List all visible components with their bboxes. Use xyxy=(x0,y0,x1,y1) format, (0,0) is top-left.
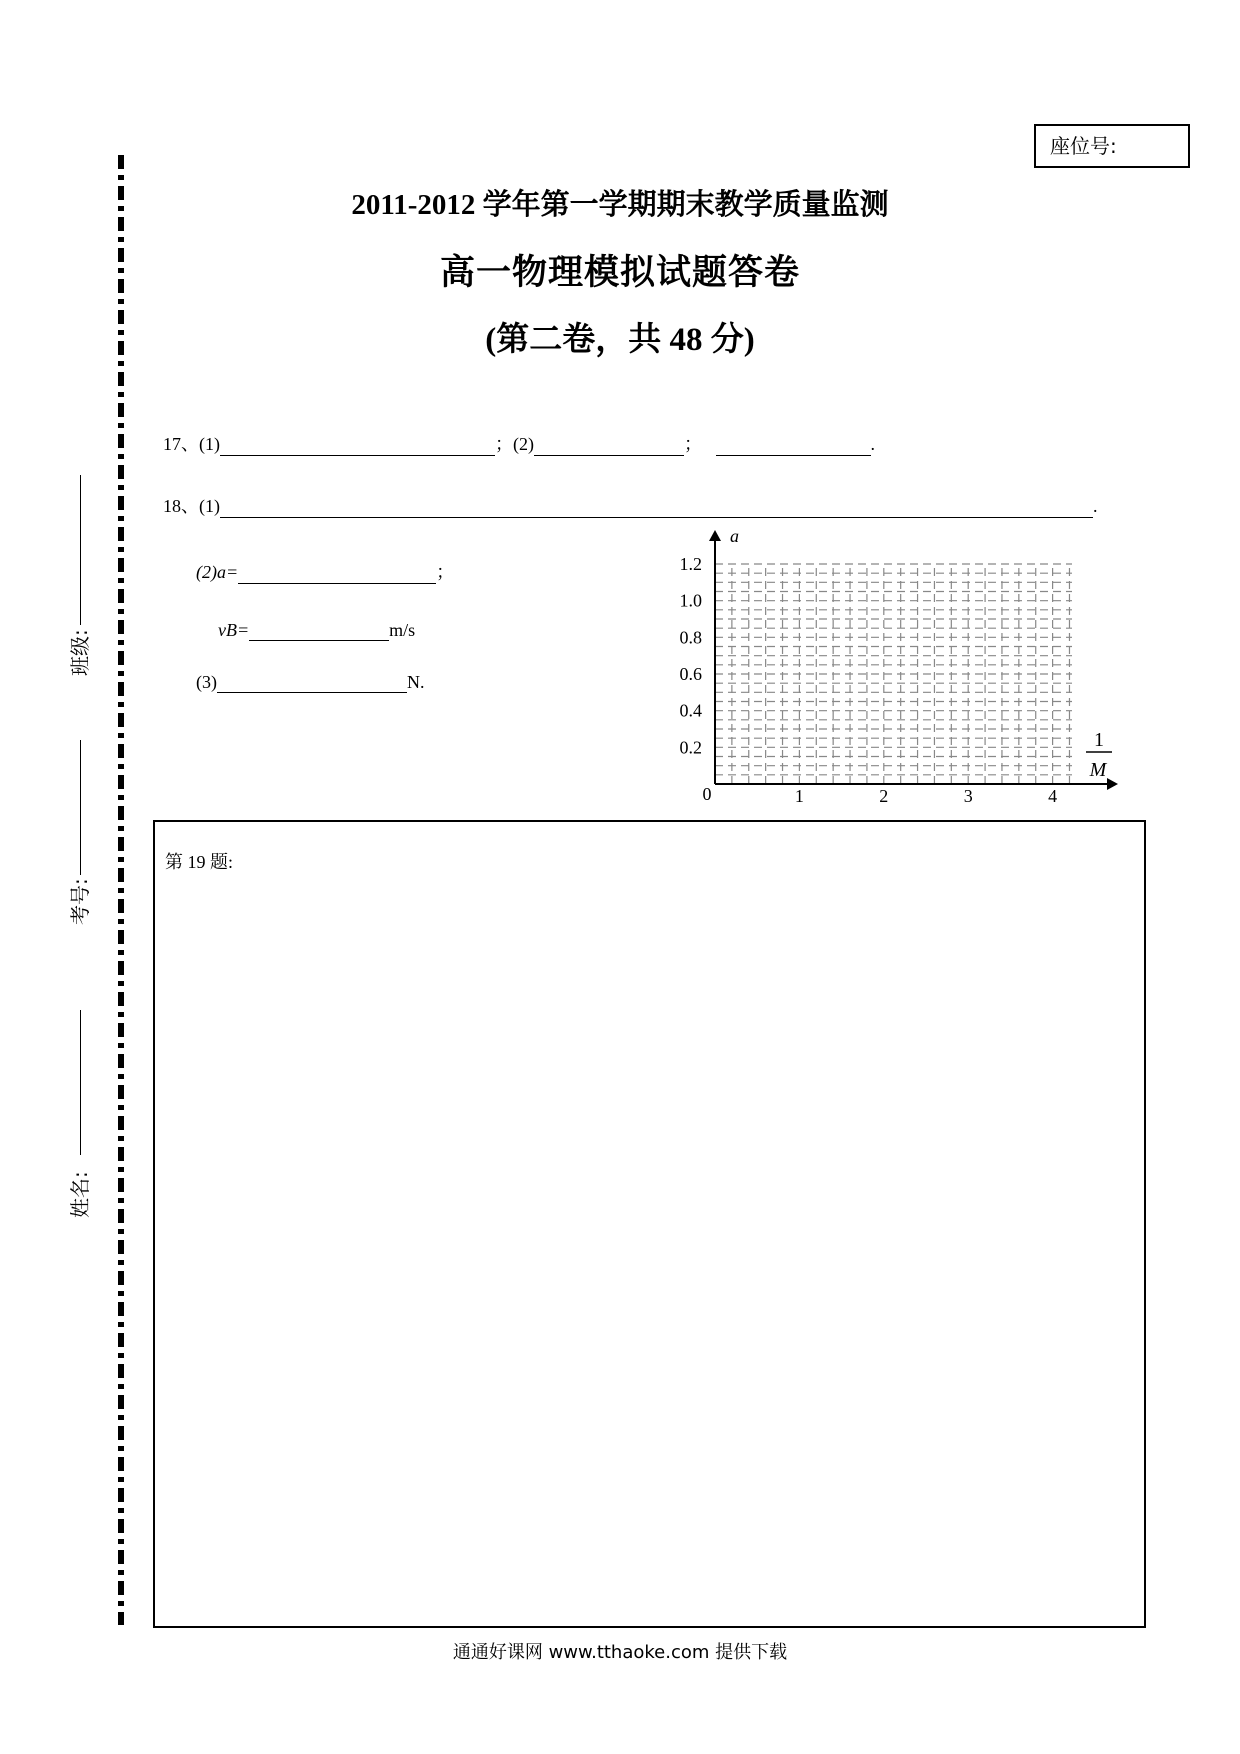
q18-a-blank[interactable] xyxy=(238,563,436,584)
x-tick-labels xyxy=(795,786,1057,806)
x-tick-label: 1 xyxy=(794,786,804,806)
q17-sep1: ； xyxy=(495,434,513,454)
paper-title: 高一物理模拟试题答卷 xyxy=(439,253,800,292)
y-axis-arrow xyxy=(709,530,721,541)
q18-vb-unit: m/s xyxy=(389,620,416,640)
q19-label: 第 19 题: xyxy=(165,852,234,872)
name-label: 姓名: xyxy=(68,1171,92,1218)
y-tick-label: 0.6 xyxy=(679,664,702,684)
q18-part3-label: (3) xyxy=(196,672,217,692)
q17-sep2: ； xyxy=(684,434,702,454)
chart-grid xyxy=(715,564,1072,784)
q18-end: . xyxy=(1093,496,1098,516)
q19-answer-box[interactable] xyxy=(153,820,1146,1628)
chart-axes xyxy=(709,530,1118,790)
exam-number-field[interactable] xyxy=(80,740,81,875)
x-axis-arrow xyxy=(1107,778,1118,790)
q17-part2-blank-a[interactable] xyxy=(534,435,684,456)
seat-number-label: 座位号: xyxy=(1050,134,1117,158)
y-tick-label: 1.0 xyxy=(679,590,702,611)
q18-part3 xyxy=(196,672,425,693)
q17-end: . xyxy=(870,434,875,454)
x-tick-label: 3 xyxy=(963,786,973,806)
x-tick-label: 2 xyxy=(879,786,889,806)
seat-number-box xyxy=(1034,124,1190,168)
paper-subtitle: (第二卷，共 48 分) xyxy=(485,322,755,358)
footer-text: 通通好课网 www.tthaoke.com 提供下载 xyxy=(452,1642,788,1663)
q17-part1-blank[interactable] xyxy=(220,435,495,456)
name-field[interactable] xyxy=(80,1010,81,1155)
y-tick-label: 0.2 xyxy=(679,737,702,758)
q18-part1-blank[interactable] xyxy=(220,497,1093,518)
x-axis-label-numerator: 1 xyxy=(1094,729,1104,751)
exam-number-label: 考号: xyxy=(68,878,92,925)
q18-vb-label: vB= xyxy=(218,620,250,640)
class-label: 班级: xyxy=(68,629,92,676)
q18-number: 18、 xyxy=(163,496,199,516)
y-tick-label: 0.4 xyxy=(679,700,702,721)
question-18 xyxy=(163,492,1098,518)
q18-a-label: (2)a= xyxy=(196,562,239,582)
x-axis-label-denominator: M xyxy=(1089,759,1107,781)
q18-a-end: ； xyxy=(436,562,455,582)
q18-part3-blank[interactable] xyxy=(217,672,407,693)
y-tick-labels xyxy=(680,554,703,757)
class-field[interactable] xyxy=(80,475,81,625)
x-tick-label: 4 xyxy=(1048,786,1058,806)
q18-part3-unit: N. xyxy=(407,672,425,692)
q17-part2-blank-b[interactable] xyxy=(716,435,871,456)
q17-part2-label: (2) xyxy=(513,434,534,454)
a-vs-inverse-mass-chart xyxy=(660,528,1120,818)
q17-number: 17、 xyxy=(163,434,199,454)
y-tick-label: 0.8 xyxy=(679,627,702,648)
question-17 xyxy=(163,430,875,456)
q18-part1-label: (1) xyxy=(199,496,220,516)
origin-label: 0 xyxy=(702,784,712,804)
binding-line xyxy=(118,155,124,1625)
y-axis-label: a xyxy=(730,528,739,546)
q18-part2-vb xyxy=(218,620,415,641)
q18-part2-a xyxy=(196,558,454,584)
q18-vb-blank[interactable] xyxy=(249,620,389,641)
y-tick-label: 1.2 xyxy=(679,554,702,574)
exam-title: 2011-2012 学年第一学期期末教学质量监测 xyxy=(351,189,889,221)
q17-part1-label: (1) xyxy=(199,434,220,454)
